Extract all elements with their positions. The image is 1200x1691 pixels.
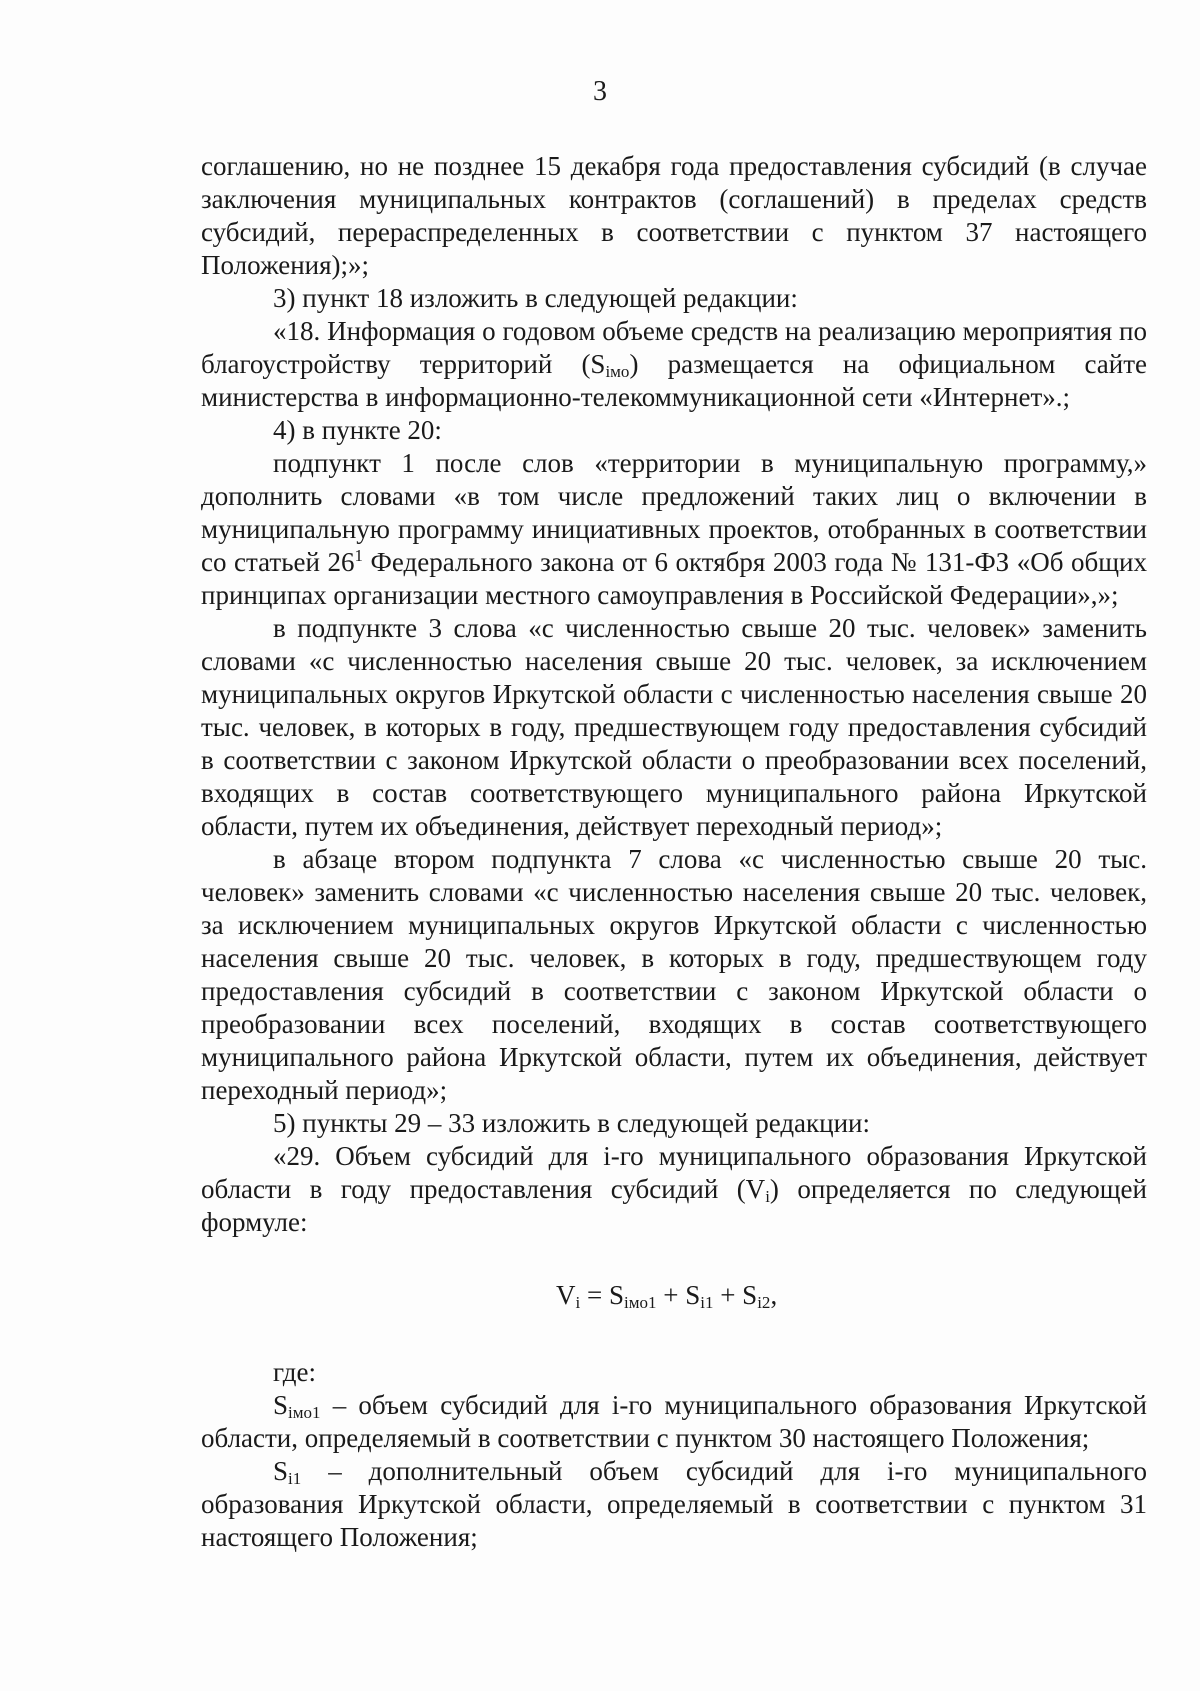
clause-18-text-a: «18. Информация о годовом объеме средств на реализацию мероприятия по благоустройству территорий (S — [201, 316, 1147, 379]
formula-s3-sub: i2 — [757, 1293, 771, 1312]
subitem-1-superscript: 1 — [354, 546, 364, 565]
formula-v: V — [556, 1280, 576, 1310]
paragraph-subitem-3: в подпункте 3 слова «с численностью свыше 20 тыс. человек» заменить словами «с численностью населения свыше 20 тыс. человек, за исключением муниципальных округов Иркутской области с численностью населения свыше 20 тыс. человек, в которых в году, предшествующем году предоставления субсидий в соответствии с законом Иркутской области о преобразовании всех поселений, входящих в состав соответствующего муниципального района Иркутской области, путем их объединения, действует переходный период»; — [201, 613, 1147, 841]
definition-simo1 — [201, 1389, 1147, 1455]
page-number: 3 — [593, 76, 607, 107]
clause-29-text-b: ) определяется по следующей формуле: — [201, 1174, 1147, 1237]
subitem-1-text-a: подпункт 1 после слов «территории в муниципальную программу,» дополнить словами «в том числе предложений таких лиц о включении в муниципальную программу инициативных проектов, отобранных в соответствии со статьей 26 — [201, 448, 1147, 577]
paragraph-subitem-7: в абзаце втором подпункта 7 слова «с численностью свыше 20 тыс. человек» заменить словами «с численностью населения свыше 20 тыс. человек, за исключением муниципальных округов Иркутской области с численностью населения свыше 20 тыс. человек, в которых в году, предшествующем году предоставления субсидий в соответствии с законом Иркутской области о преобразовании всех поселений, входящих в состав соответствующего муниципального района Иркутской области, путем их объединения, действует переходный период»; — [201, 844, 1147, 1105]
formula-s1-sub: iмо1 — [623, 1293, 657, 1312]
paragraph-clause-29 — [201, 1140, 1147, 1239]
paragraph-item-3: 3) пункт 18 изложить в следующей редакции: — [273, 283, 798, 313]
definition-si1-symbol: S — [273, 1456, 289, 1486]
definition-si1-text: – дополнительный объем субсидий для i-го муниципального образования Иркутской области, определяемый в соответствии с пунктом 31 настоящего Положения; — [201, 1456, 1147, 1552]
document-body — [201, 150, 1147, 1554]
formula-where: где: — [273, 1357, 316, 1387]
paragraph-item-5: 5) пункты 29 – 33 изложить в следующей редакции: — [273, 1108, 871, 1138]
formula-tail: , — [770, 1280, 778, 1310]
clause-18-subscript: iмо — [605, 362, 630, 381]
clause-29-text-a: «29. Объем субсидий для i-го муниципального образования Иркутской области в году предоставления субсидий (V — [201, 1141, 1147, 1204]
definition-si1 — [201, 1455, 1147, 1554]
paragraph-subitem-1 — [201, 447, 1147, 612]
paragraph-item-4: 4) в пункте 20: — [273, 415, 442, 445]
definition-simo1-symbol: S — [273, 1390, 289, 1420]
paragraph-clause-18 — [201, 315, 1147, 414]
clause-29-subscript: i — [765, 1187, 770, 1206]
clause-18-text-b: ) размещается на официальном сайте министерства в информационно-телекоммуникационной сети «Интернет».; — [201, 349, 1147, 412]
definition-simo1-text: – объем субсидий для i-го муниципального образования Иркутской области, определяемый в соответствии с пунктом 30 настоящего Положения; — [201, 1390, 1147, 1453]
formula-v-sub: i — [575, 1293, 581, 1312]
definition-si1-sub: i1 — [288, 1469, 302, 1488]
paragraph-continuation: соглашению, но не позднее 15 декабря года предоставления субсидий (в случае заключения муниципальных контрактов (соглашений) в пределах средств субсидий, перераспределенных в соответствии с пунктом 37 настоящего Положения);»; — [201, 151, 1147, 280]
formula-plus1: + S — [656, 1280, 701, 1310]
definition-simo1-sub: iмо1 — [288, 1403, 321, 1422]
formula — [201, 1279, 1147, 1312]
formula-plus2: + S — [713, 1280, 758, 1310]
formula-eq: = S — [580, 1280, 624, 1310]
formula-s2-sub: i1 — [700, 1293, 714, 1312]
subitem-1-text-b: Федерального закона от 6 октября 2003 года № 131-ФЗ «Об общих принципах организации местного самоуправления в Российской Федерации»,»; — [201, 547, 1147, 610]
